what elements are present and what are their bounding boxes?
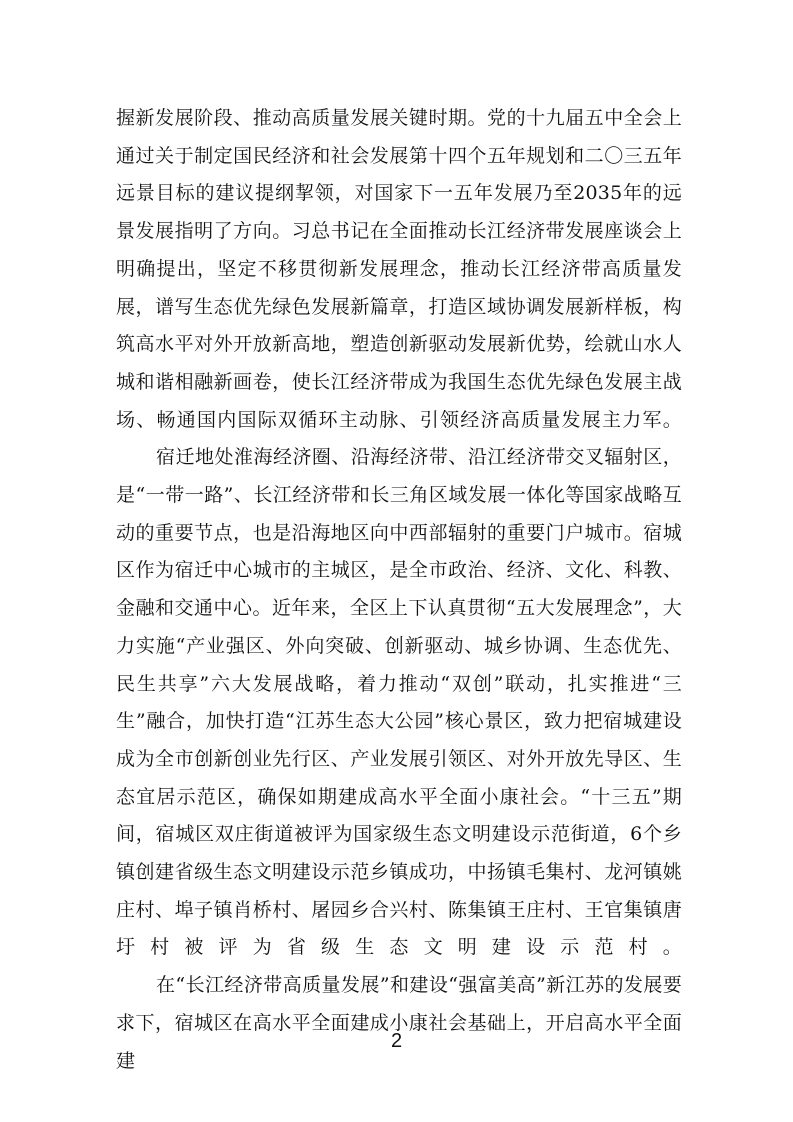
page-number: 2 xyxy=(390,1030,403,1052)
body-text xyxy=(116,100,682,1080)
paragraph-suqian-overview: 宿迁地处淮海经济圈、沿海经济带、沿江经济带交叉辐射区，是“一带一路”、长江经济带和长三角区域发展一体化等国家战略互动的重要节点，也是沿海地区向中西部辐射的重要门户城市。宿城区作为宿迁中心城市的主城区，是全市政治、经济、文化、科教、金融和交通中心。近年来，全区上下认真贯彻“五大发展理念”，大力实施“产业强区、外向突破、创新驱动、城乡协调、生态优先、民生共享”六大发展战略，着力推动“双创”联动，扎实推进“三生”融合，加快打造“江苏生态大公园”核心景区，致力把宿城建设成为全市创新创业先行区、产业发展引领区、对外开放先导区、生态宜居示范区，确保如期建成高水平全面小康社会。“十三五”期间，宿城区双庄街道被评为国家级生态文明建设示范街道，6个乡镇创建省级生态文明建设示范乡镇成功，中扬镇毛集村、龙河镇姚庄村、埠子镇肖桥村、屠园乡合兴村、陈集镇王庄村、王官集镇唐圩村被评为省级生态文明建设示范村。 xyxy=(116,446,682,959)
paragraph-development-requirements: 在“长江经济带高质量发展”和建设“强富美高”新江苏的发展要求下，宿城区在高水平全面建成小康社会基础上，开启高水平全面建 xyxy=(116,974,682,1072)
paragraph-continued: 握新发展阶段、推动高质量发展关键时期。党的十九届五中全会上通过关于制定国民经济和社会发展第十四个五年规划和二〇三五年远景目标的建议提纲挈领，对国家下一五年发展乃至2035年的远景发展指明了方向。习总书记在全面推动长江经济带发展座谈会上明确提出，坚定不移贯彻新发展理念，推动长江经济带高质量发展，谱写生态优先绿色发展新篇章，打造区域协调发展新样板，构筑高水平对外开放新高地，塑造创新驱动发展新优势，绘就山水人城和谐相融新画卷，使长江经济带成为我国生态优先绿色发展主战场、畅通国内国际双循环主动脉、引领经济高质量发展主力军。 xyxy=(116,107,682,431)
